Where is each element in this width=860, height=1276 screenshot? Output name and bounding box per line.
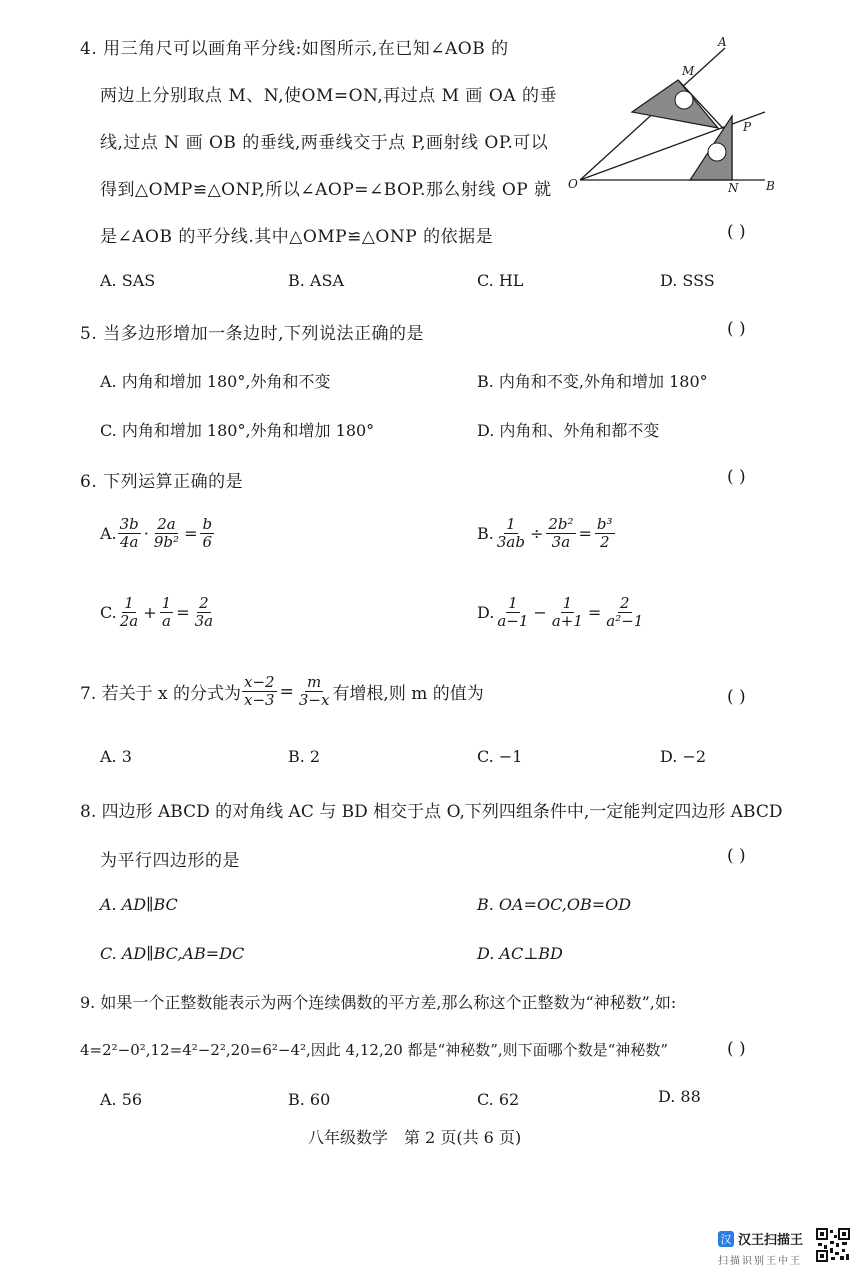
label-n: N: [728, 181, 739, 195]
label-a: A: [718, 35, 727, 49]
q4-option-a: A. SAS: [100, 271, 156, 290]
scanner-brand: 汉王扫描王: [738, 1233, 804, 1248]
fraction: $\frac{\text{2b²}}{3a}$: [548, 515, 574, 552]
ruler-hole-m: [675, 91, 693, 109]
q7-option-b: B. 2: [288, 747, 321, 766]
label-o: O: [568, 177, 578, 191]
label-b: B: [766, 179, 775, 193]
q8-option-b: B. OA=OC,OB=OD: [477, 895, 632, 914]
label-p: P: [743, 120, 752, 134]
q4-option-d: D. SSS: [660, 271, 715, 290]
qr-code-icon: [816, 1228, 850, 1262]
option-label: D.: [477, 603, 495, 623]
q9-option-b: B. 60: [288, 1090, 331, 1109]
q8-line-2: 为平行四边形的是: [100, 851, 240, 871]
fraction: $\frac{x-2}{x-3}$: [244, 673, 275, 710]
q9-option-d: D. 88: [658, 1087, 701, 1106]
fraction: $\frac{m}{3-x}$: [298, 673, 330, 710]
scanner-slogan: 扫描识别王中王: [718, 1256, 802, 1267]
q8-line-1: 8. 四边形 ABCD 的对角线 AC 与 BD 相交于点 O,下列四组条件中,一定能判定四边形 ABCD: [80, 802, 783, 822]
q6-option-d: D. $\frac{1}{a-1}$ − $\frac{1}{a+1}$ = $\frac{2}{\text{a²−1}}$: [477, 594, 644, 631]
q7-answer-paren: ( ): [727, 687, 746, 707]
q4-line-4: 得到△OMP≌△ONP,所以∠AOP=∠BOP.那么射线 OP 就: [100, 180, 552, 200]
q8-answer-paren: ( ): [727, 846, 746, 866]
ray-op: [580, 112, 765, 180]
option-label: A.: [100, 524, 117, 544]
q6-option-a: A. $\frac{3b}{4a}$ · $\frac{2a}{\text{9b²}}$ = $\frac{b}{6}$: [100, 515, 213, 552]
q4-line-5: 是∠AOB 的平分线.其中△OMP≌△ONP 的依据是: [100, 227, 494, 247]
q7-option-a: A. 3: [100, 747, 132, 766]
q5-stem: 5. 当多边形增加一条边时,下列说法正确的是: [80, 324, 425, 344]
fraction: $\frac{2}{\text{a²−1}}$: [606, 594, 644, 631]
ruler-hole-n: [708, 143, 726, 161]
fraction: $\frac{1}{a-1}$: [497, 594, 529, 631]
q5-option-a: A. 内角和增加 180°,外角和不变: [100, 372, 331, 391]
fraction: $\frac{1}{2a}$: [119, 594, 139, 631]
scanner-logo-icon: 汉: [718, 1231, 734, 1247]
q6-answer-paren: ( ): [727, 467, 746, 487]
q9-line-1: 9. 如果一个正整数能表示为两个连续偶数的平方差,那么称这个正整数为“神秘数”,如:: [80, 993, 677, 1012]
q5-answer-paren: ( ): [727, 319, 746, 339]
fraction: $\frac{1}{3ab}$: [496, 515, 525, 552]
scanner-watermark: [718, 1229, 803, 1267]
option-label: C.: [100, 603, 117, 623]
fraction: $\frac{2}{3a}$: [194, 594, 214, 631]
q7-stem: 7. 若关于 x 的分式为 $\frac{x-2}{x-3}$ = $\frac{m}{3-x}$ 有增根,则 m 的值为: [80, 673, 484, 710]
fraction: $\frac{1}{a+1}$: [551, 594, 583, 631]
q8-option-c: C. AD∥BC,AB=DC: [100, 944, 245, 963]
q9-answer-paren: ( ): [727, 1039, 746, 1059]
label-m: M: [682, 64, 695, 78]
q6-stem: 6. 下列运算正确的是: [80, 472, 244, 492]
q8-option-a: A. AD∥BC: [100, 895, 178, 914]
q9-line-2: 4=2²−0²,12=4²−2²,20=6²−4²,因此 4,12,20 都是“神秘数”,则下面哪个数是“神秘数”: [80, 1041, 669, 1059]
fraction: $\frac{3b}{4a}$: [119, 515, 139, 552]
q5-option-d: D. 内角和、外角和都不变: [477, 421, 660, 440]
q4-line-1: 4. 用三角尺可以画角平分线:如图所示,在已知∠AOB 的: [80, 39, 509, 59]
q4-line-2: 两边上分别取点 M、N,使OM=ON,再过点 M 画 OA 的垂: [100, 86, 557, 106]
q4-answer-paren: ( ): [727, 222, 746, 242]
q5-option-c: C. 内角和增加 180°,外角和增加 180°: [100, 421, 375, 440]
q5-option-b: B. 内角和不变,外角和增加 180°: [477, 372, 708, 391]
fraction: $\frac{2a}{\text{9b²}}$: [153, 515, 180, 552]
q6-option-c: C. $\frac{1}{2a}$ + $\frac{1}{a}$ = $\frac{2}{3a}$: [100, 594, 214, 631]
q9-option-c: C. 62: [477, 1090, 520, 1109]
q7-option-d: D. −2: [660, 747, 707, 766]
q7-option-c: C. −1: [477, 747, 523, 766]
fraction: $\frac{b}{6}$: [202, 515, 213, 552]
angle-bisector-figure: [560, 30, 800, 200]
q4-option-c: C. HL: [477, 271, 524, 290]
q4-line-3: 线,过点 N 画 OB 的垂线,两垂线交于点 P,画射线 OP.可以: [100, 133, 549, 153]
page-footer: 八年级数学 第 2 页(共 6 页): [308, 1128, 522, 1147]
q4-option-b: B. ASA: [288, 271, 344, 290]
q6-option-b: B. $\frac{1}{3ab}$ ÷ $\frac{\text{2b²}}{3a}$ = $\frac{\text{b³}}{2}$: [477, 515, 613, 552]
q9-option-a: A. 56: [100, 1090, 143, 1109]
fraction: $\frac{\text{b³}}{2}$: [596, 515, 613, 552]
option-label: B.: [477, 524, 494, 544]
fraction: $\frac{1}{a}$: [161, 594, 172, 631]
q8-option-d: D. AC⊥BD: [477, 944, 563, 963]
